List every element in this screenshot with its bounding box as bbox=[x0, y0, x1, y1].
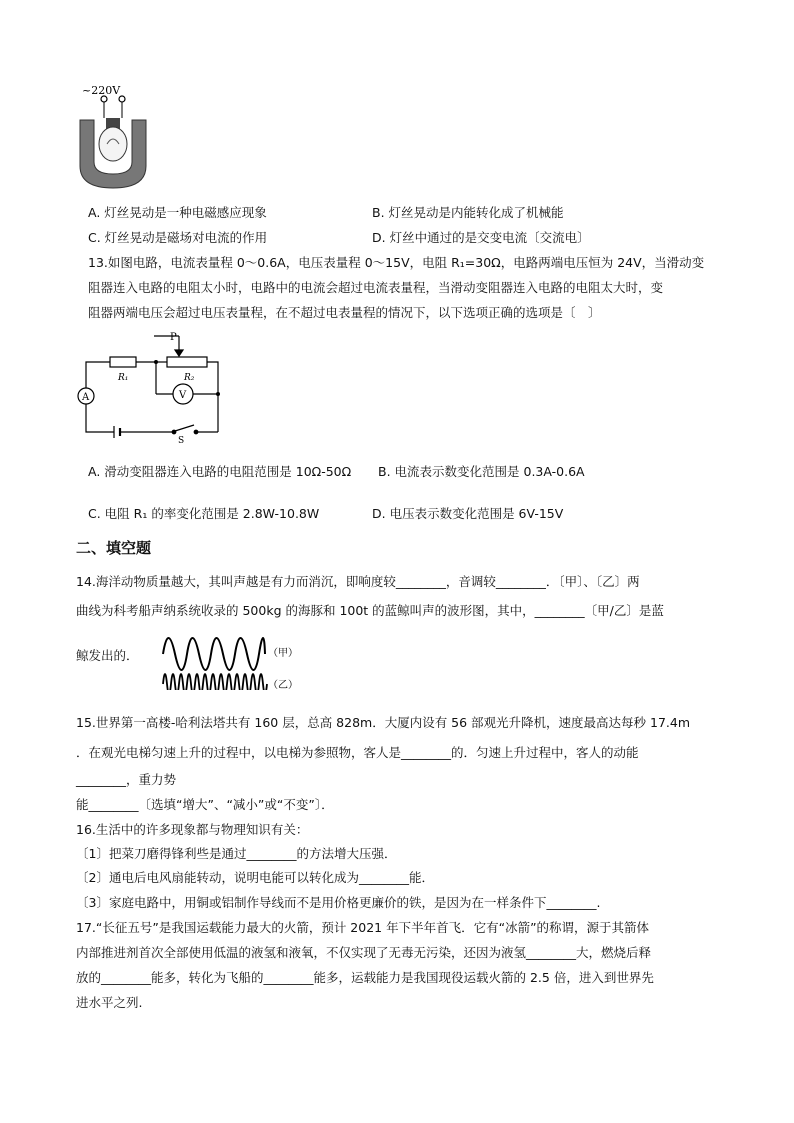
q13-line-3: 阻器两端电压会超过电压表量程，在不超过电表量程的情况下，以下选项正确的选项是〔 〕 bbox=[88, 305, 601, 320]
q13-option-d: D. 电压表示数变化范围是 6V-15V bbox=[372, 506, 564, 521]
ammeter-label: A bbox=[82, 392, 90, 403]
voltage-label: ~220V bbox=[82, 84, 121, 97]
wave-label-yi: （乙） bbox=[268, 680, 298, 690]
q12-option-b: B. 灯丝晃动是内能转化成了机械能 bbox=[372, 205, 564, 220]
q16-line-3: 〔2〕通电后电风扇能转动，说明电能可以转化成为________能． bbox=[76, 870, 434, 885]
label-r1: R₁ bbox=[118, 373, 129, 383]
q14-line-1: 14.海洋动物质量越大，其叫声越是有力而消沉，即响度较________，音调较________．〔甲〕、〔乙〕两 bbox=[76, 574, 640, 589]
q12-option-c: C. 灯丝晃动是磁场对电流的作用 bbox=[88, 230, 268, 245]
waveform-figure bbox=[160, 626, 310, 690]
q12-option-d: D. 灯丝中通过的是交变电流〔交流电〕 bbox=[372, 230, 590, 245]
circuit-diagram bbox=[74, 328, 224, 443]
q15-line-4: 能________〔选填“增大”、“减小”或“不变”〕． bbox=[76, 797, 334, 812]
q17-line-3: 放的________能多，转化为飞船的________能多，运载能力是我国现役运载火箭的 2.5 倍，进入到世界先 bbox=[76, 970, 654, 985]
label-p: P bbox=[170, 332, 177, 343]
q12-option-a: A. 灯丝晃动是一种电磁感应现象 bbox=[88, 205, 267, 220]
switch-label: S bbox=[178, 436, 185, 443]
q16-line-4: 〔3〕家庭电路中，用铜或铝制作导线而不是用价格更廉价的铁，是因为在一样条件下________. bbox=[76, 895, 601, 910]
q15-line-1: 15.世界第一高楼-哈利法塔共有 160 层，总高 828m．大厦内设有 56 部观光升降机，速度最高达每秒 17.4m bbox=[76, 715, 691, 730]
section-title: 二、填空题 bbox=[76, 539, 152, 557]
label-r2: R₂ bbox=[184, 373, 195, 383]
q13-line-1: 13.如图电路，电流表量程 0～0.6A，电压表量程 0～15V，电阻 R₁=30Ω，电路两端电压恒为 24V，当滑动变 bbox=[88, 255, 705, 270]
q17-line-4: 进水平之列. bbox=[76, 995, 143, 1010]
voltmeter-label: V bbox=[179, 390, 187, 401]
q13-option-a: A. 滑动变阻器连入电路的电阻范围是 10Ω-50Ω bbox=[88, 464, 352, 479]
q13-option-c: C. 电阻 R₁ 的率变化范围是 2.8W-10.8W bbox=[88, 506, 320, 521]
q17-line-1: 17.“长征五号”是我国运载能力最大的火箭，预计 2021 年下半年首飞．它有“冰箭”的称谓，源于其箭体 bbox=[76, 920, 650, 935]
wave-label-jia: （甲） bbox=[268, 648, 298, 659]
q14-line-3: 鲸发出的． bbox=[76, 648, 139, 663]
lamp-magnet-figure bbox=[76, 82, 156, 194]
q14-line-2: 曲线为科考船声纳系统收录的 500kg 的海豚和 100t 的蓝鲸叫声的波形图，其中，________〔甲/乙〕是蓝 bbox=[76, 603, 664, 618]
q15-line-2: ．在观光电梯匀速上升的过程中，以电梯为参照物，客人是________的．匀速上升过程中，客人的动能 bbox=[76, 745, 639, 760]
q13-option-b: B. 电流表示数变化范围是 0.3A-0.6A bbox=[378, 464, 585, 479]
q17-line-2: 内部推进剂首次全部使用低温的液氢和液氧，不仅实现了无毒无污染，还因为液氢________大，燃烧后释 bbox=[76, 945, 652, 960]
q13-line-2: 阻器连入电路的电阻太小时，电路中的电流会超过电流表量程，当滑动变阻器连入电路的电阻太大时，变 bbox=[88, 280, 664, 295]
q15-line-3: ________，重力势 bbox=[76, 772, 177, 787]
q16-line-2: 〔1〕把菜刀磨得锋利些是通过________的方法增大压强． bbox=[76, 846, 397, 861]
q16-line-1: 16.生活中的许多现象都与物理知识有关： bbox=[76, 822, 309, 837]
